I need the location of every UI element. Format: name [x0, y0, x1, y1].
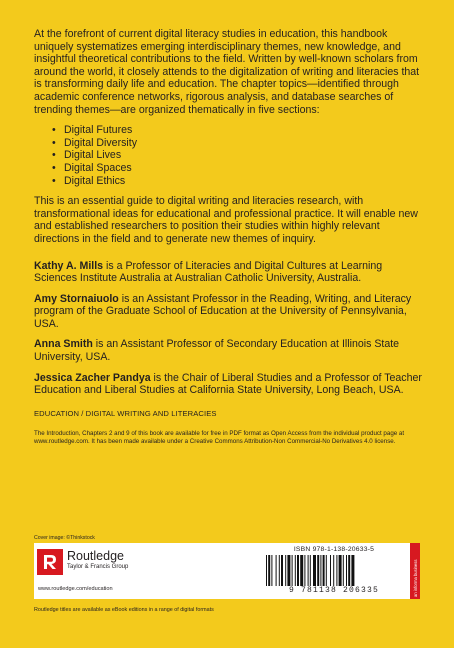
routledge-logo-icon	[37, 549, 63, 575]
blurb-closing: This is an essential guide to digital writing and literacies research, with transformational ideas for educational and professional practice. It will enable new and established researchers to position their studies within highly relevant directions in the field and to generate new themes of inquiry.	[34, 195, 418, 245]
blurb-intro: At the forefront of current digital literacy studies in education, this handbook uniquely systematizes emerging interdisciplinary themes, new knowledge, and insightful theoretical contributions to the field. Written by well-known scholars from around the world, it closely attends to the digitalization of writing and literacies that is transforming daily life and education. The chapter topics—identified through academic conference networks, rigorous analysis, and database searches of trending themes—are organized thematically in five sections:	[34, 28, 420, 116]
isbn-label: ISBN 978-1-138-20633-5	[293, 546, 375, 553]
informa-label: an informa business	[413, 559, 418, 597]
bio-text: is an Assistant Professor of Secondary Education at Illinois State University, USA.	[34, 338, 400, 364]
topic-item: • Digital Spaces	[52, 162, 426, 175]
subject-category: EDUCATION / DIGITAL WRITING AND LITERACIES	[34, 408, 217, 418]
bio-text: is the Chair of Liberal Studies and a Professor of Teacher Education and Liberal Studies at California State University, Long Beach, USA.	[34, 371, 422, 397]
informa-band	[410, 543, 420, 599]
topics-list	[52, 124, 426, 187]
topic-item: • Digital Lives	[52, 149, 426, 162]
topic-item: • Digital Diversity	[52, 137, 426, 150]
bio-name: Anna Smith	[34, 338, 93, 351]
cover-credit: Cover image: ©Thinkstock	[34, 535, 95, 541]
bio-name: Amy Stornaiuolo	[34, 292, 119, 305]
barcode-box	[258, 543, 410, 599]
bio-text: is a Professor of Literacies and Digital Cultures at Learning Sciences Institute Australia at Australian Catholic University, Australia.	[34, 259, 383, 285]
publisher-url[interactable]: www.routledge.com/education	[38, 586, 113, 592]
publisher-name: Routledge	[67, 549, 124, 563]
barcode-icon	[264, 555, 404, 586]
ebook-note: Routledge titles are available as eBook editions in a range of digital formats	[34, 607, 214, 613]
bio-name: Jessica Zacher Pandya	[34, 371, 151, 384]
barcode-digits: 9 781138 206335	[288, 586, 379, 595]
bio-kathy-mills	[34, 260, 426, 285]
publisher-band	[34, 543, 420, 599]
publisher-box	[34, 543, 258, 599]
publisher-group: Taylor & Francis Group	[67, 564, 129, 570]
bio-jessica-pandya	[34, 372, 426, 397]
topic-item: • Digital Ethics	[52, 175, 426, 188]
open-access-note: The Introduction, Chapters 2 and 9 of this book are available for free in PDF format as Open Access from the individual product page at www.routledge.com. It has been made available under a Creative Commons Attribution-Non Commercial-No Derivatives 4.0 license.	[34, 429, 405, 445]
bio-text: is an Assistant Professor in the Reading, Writing, and Literacy program of the Graduate School of Education at the University of Pennsylvania, USA.	[34, 292, 412, 330]
back-cover-text	[34, 28, 426, 446]
topic-item: • Digital Futures	[52, 124, 426, 137]
bio-amy-stornaiuolo	[34, 293, 426, 331]
bio-name: Kathy A. Mills	[34, 259, 104, 272]
bio-anna-smith	[34, 338, 426, 363]
